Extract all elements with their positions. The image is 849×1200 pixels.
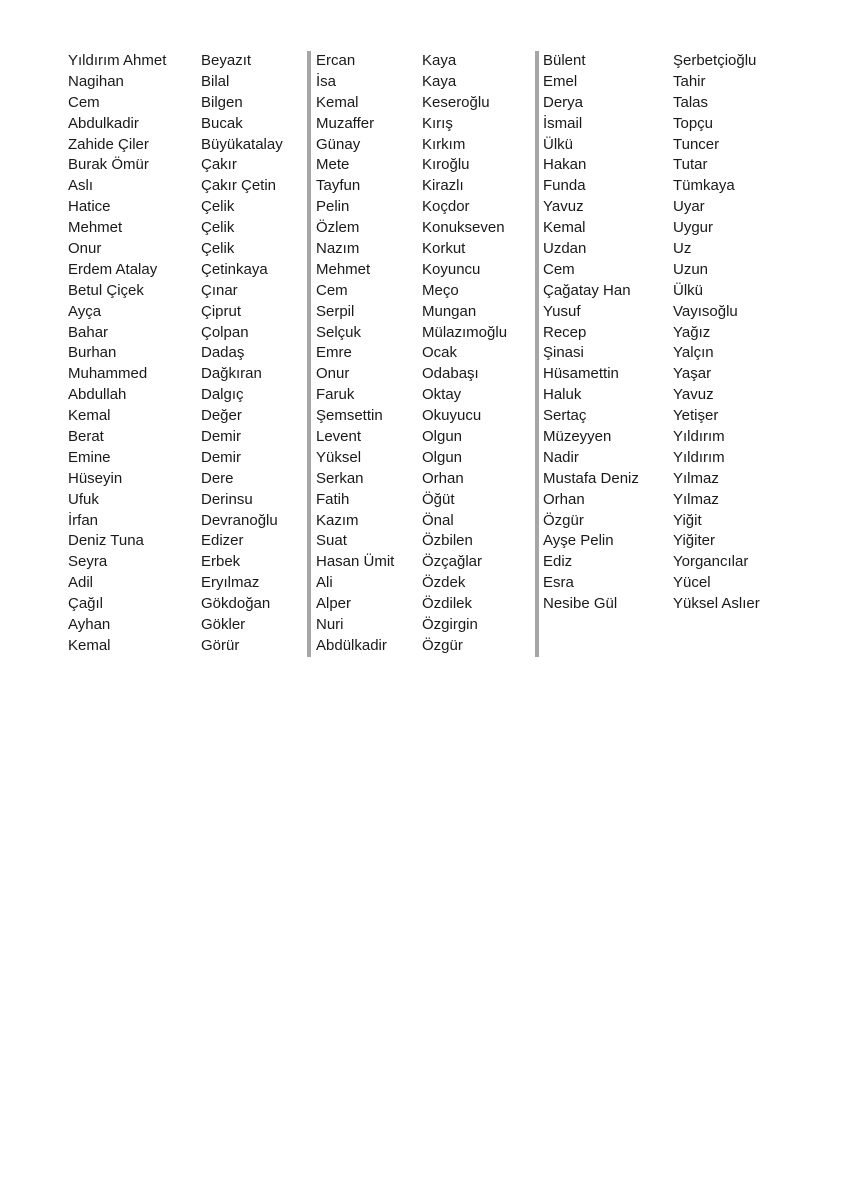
first-name: Nazım [316, 240, 360, 258]
first-name: Yavuz [543, 198, 584, 216]
last-name: Özbilen [422, 532, 473, 550]
first-name: Emel [543, 72, 578, 90]
first-name: Cem [316, 281, 348, 299]
first-name: Ercan [316, 52, 356, 69]
first-name: Zahide Çiler [68, 135, 149, 153]
first-name: Ediz [543, 553, 573, 571]
last-name: Yiğiter [673, 532, 715, 550]
last-name: Eryılmaz [201, 574, 260, 592]
first-name: İsa [316, 72, 337, 90]
last-name: Bucak [201, 114, 243, 132]
last-name: Yağız [673, 323, 711, 341]
last-name: Uzun [673, 260, 709, 278]
last-name: Yavuz [673, 386, 714, 404]
last-name: Uyar [673, 198, 705, 216]
first-name: Onur [316, 365, 350, 383]
first-name: Ayhan [68, 616, 111, 634]
first-name: Kemal [543, 219, 586, 237]
last-name: Çakır Çetin [201, 177, 277, 195]
last-name: Tümkaya [673, 177, 735, 195]
last-name: Erbek [201, 553, 241, 571]
first-name: Yıldırım Ahmet [68, 52, 167, 69]
first-name: Muhammed [68, 365, 148, 383]
last-name: Şerbetçioğlu [673, 52, 757, 69]
first-name: Kemal [68, 407, 111, 425]
last-name: Bilgen [201, 93, 243, 111]
first-name: Nuri [316, 616, 344, 634]
last-name: Uz [673, 240, 692, 258]
first-name: Kazım [316, 511, 359, 529]
first-name: Fatih [316, 490, 350, 508]
last-name: Çiprut [201, 302, 242, 320]
first-name: İsmail [543, 114, 583, 132]
last-name: Korkut [422, 240, 466, 258]
last-name: Özgirgin [422, 616, 478, 634]
last-name: Derinsu [201, 490, 253, 508]
first-name: Uzdan [543, 240, 587, 258]
last-name: Çınar [201, 281, 238, 299]
last-name: Çakır [201, 156, 237, 174]
first-name: Özgür [543, 511, 584, 529]
last-name: Kırkım [422, 135, 466, 153]
last-name: Yiğit [673, 511, 702, 529]
first-name: İrfan [68, 511, 99, 529]
first-name: Selçuk [316, 323, 362, 341]
last-name: Demir [201, 448, 241, 466]
last-name: Dadaş [201, 344, 245, 362]
last-name: Önal [422, 511, 454, 529]
first-name: Hüsamettin [543, 365, 619, 383]
first-name: Alper [316, 595, 352, 613]
first-name: Kemal [68, 636, 111, 654]
last-name: Okuyucu [422, 407, 482, 425]
column-divider [535, 51, 539, 657]
last-name: Mungan [422, 302, 477, 320]
first-name: Ülkü [543, 135, 574, 153]
first-name: Faruk [316, 386, 355, 404]
last-name: Keseroğlu [422, 93, 490, 111]
first-name: Levent [316, 428, 362, 446]
last-name: Odabaşı [422, 365, 479, 383]
first-name: Cem [68, 93, 100, 111]
first-name: Mehmet [68, 219, 123, 237]
last-name: Koyuncu [422, 260, 481, 278]
first-name: Abdullah [68, 386, 127, 404]
last-name: Tutar [673, 156, 708, 174]
first-name: Emine [68, 448, 111, 466]
first-name: Onur [68, 240, 102, 258]
first-name: Nagihan [68, 72, 124, 90]
last-name: Gökler [201, 616, 246, 634]
last-name: Koçdor [422, 198, 470, 216]
last-name: Çolpan [201, 323, 249, 341]
last-name: Gökdoğan [201, 595, 271, 613]
first-name: Ufuk [68, 490, 99, 508]
last-name: Tuncer [673, 135, 720, 153]
last-name: Dere [201, 469, 234, 487]
first-name: Hatice [68, 198, 111, 216]
first-name: Abdulkadir [68, 114, 139, 132]
first-name: Bahar [68, 323, 109, 341]
first-name: Yüksel [316, 448, 362, 466]
last-name: Demir [201, 428, 241, 446]
last-name: Kirazlı [422, 177, 464, 195]
first-name: Ayşe Pelin [543, 532, 614, 550]
first-name: Yusuf [543, 302, 581, 320]
first-name: Şinasi [543, 344, 584, 362]
last-name: Edizer [201, 532, 244, 550]
first-name: Emre [316, 344, 352, 362]
first-name: Serpil [316, 302, 355, 320]
last-name: Çelik [201, 219, 235, 237]
first-name: Özlem [316, 219, 360, 237]
last-name: Dalgıç [201, 386, 244, 404]
last-name: Beyazıt [201, 52, 252, 69]
first-name: Müzeyyen [543, 428, 612, 446]
last-name: Çelik [201, 198, 235, 216]
last-name: Yalçın [673, 344, 714, 362]
last-name: Yıldırım [673, 428, 725, 446]
first-name: Haluk [543, 386, 582, 404]
last-name: Vayısoğlu [673, 302, 738, 320]
last-name: Kıroğlu [422, 156, 470, 174]
first-name: Betul Çiçek [68, 281, 144, 299]
first-name: Muzaffer [316, 114, 375, 132]
last-name: Yetişer [673, 407, 719, 425]
last-name: Uygur [673, 219, 714, 237]
last-name: Yılmaz [673, 490, 719, 508]
last-name: Yılmaz [673, 469, 719, 487]
last-name: Yaşar [673, 365, 712, 383]
first-name: Adil [68, 574, 94, 592]
last-name: Yıldırım [673, 448, 725, 466]
first-name: Derya [543, 93, 584, 111]
first-name: Hakan [543, 156, 587, 174]
last-name: Orhan [422, 469, 464, 487]
first-name: Nesibe Gül [543, 595, 618, 613]
first-name: Hüseyin [68, 469, 123, 487]
last-name: Olgun [422, 428, 463, 446]
last-name: Özdek [422, 574, 466, 592]
last-name: Özdilek [422, 595, 473, 613]
first-name: Deniz Tuna [68, 532, 144, 550]
first-name: Cem [543, 260, 575, 278]
last-name: Ülkü [673, 281, 704, 299]
last-name: Çelik [201, 240, 235, 258]
last-name: Öğüt [422, 490, 455, 508]
last-name: Oktay [422, 386, 462, 404]
first-name: Aslı [68, 177, 94, 195]
last-name: Devranoğlu [201, 511, 278, 529]
last-name: Yücel [673, 574, 711, 592]
last-name: Ocak [422, 344, 458, 362]
first-name: Burak Ömür [68, 156, 149, 174]
first-name: Mete [316, 156, 350, 174]
first-name: Recep [543, 323, 587, 341]
first-name: Bülent [543, 52, 586, 69]
first-name: Hasan Ümit [316, 553, 395, 571]
last-name: Yorgancılar [673, 553, 749, 571]
first-name: Nadir [543, 448, 579, 466]
last-name: Özgür [422, 636, 463, 654]
first-name: Funda [543, 177, 586, 195]
last-name: Dağkıran [201, 365, 262, 383]
last-name: Yüksel Aslıer [673, 595, 760, 613]
first-name: Pelin [316, 198, 350, 216]
first-name: Günay [316, 135, 361, 153]
last-name: Meço [422, 281, 459, 299]
last-name: Bilal [201, 72, 230, 90]
last-name: Tahir [673, 72, 706, 90]
last-name: Çetinkaya [201, 260, 268, 278]
first-name: Ayça [68, 302, 102, 320]
first-name: Tayfun [316, 177, 361, 195]
first-name: Sertaç [543, 407, 587, 425]
first-name: Erdem Atalay [68, 260, 158, 278]
last-name: Topçu [673, 114, 714, 132]
last-name: Kaya [422, 72, 457, 90]
first-name: Abdülkadir [316, 636, 387, 654]
first-name: Orhan [543, 490, 585, 508]
first-name: Çağıl [68, 595, 104, 613]
first-name: Şemsettin [316, 407, 383, 425]
first-name: Burhan [68, 344, 117, 362]
last-name: Büyükatalay [201, 135, 283, 153]
first-name: Esra [543, 574, 574, 592]
first-name: Ali [316, 574, 333, 592]
first-name: Berat [68, 428, 104, 446]
first-name: Mustafa Deniz [543, 469, 639, 487]
last-name: Kırış [422, 114, 453, 132]
last-name: Talas [673, 93, 709, 111]
last-name: Mülazımoğlu [422, 323, 508, 341]
column-divider [307, 51, 311, 657]
first-name: Çağatay Han [543, 281, 631, 299]
first-name: Seyra [68, 553, 108, 571]
last-name: Özçağlar [422, 553, 483, 571]
last-name: Konukseven [422, 219, 505, 237]
first-name: Serkan [316, 469, 364, 487]
first-name: Mehmet [316, 260, 371, 278]
last-name: Kaya [422, 52, 457, 69]
last-name: Değer [201, 407, 242, 425]
last-name: Olgun [422, 448, 463, 466]
last-name: Görür [201, 636, 240, 654]
first-name: Suat [316, 532, 347, 550]
first-name: Kemal [316, 93, 359, 111]
